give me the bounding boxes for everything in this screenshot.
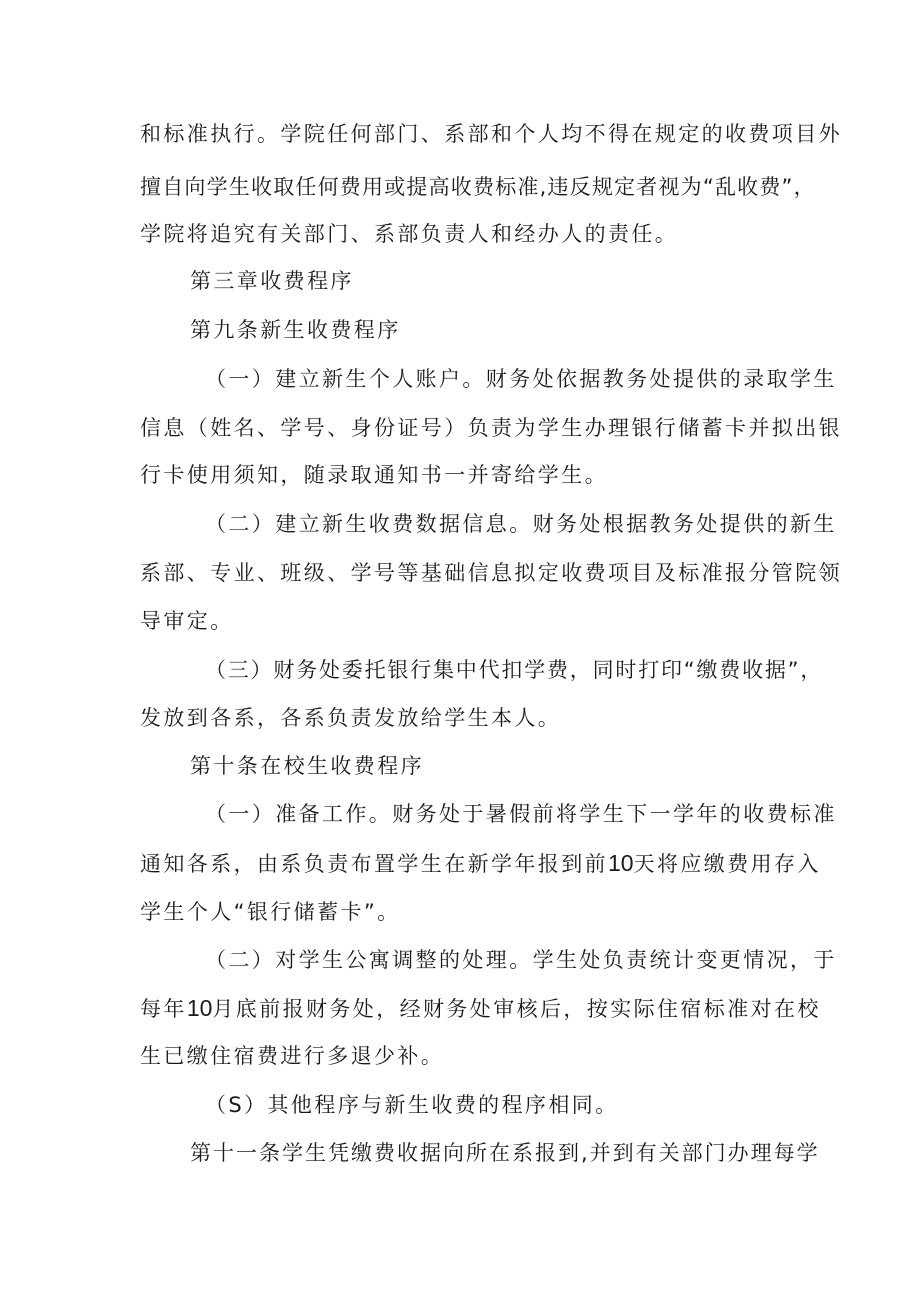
number-value: 10 (186, 995, 213, 1021)
paragraph-line: 导审定。 (140, 609, 234, 633)
text-segment: 月底前报财务处，经财务处审核后，按实际住宿标准对在校 (212, 997, 821, 1021)
article-heading: 第十条在校生收费程序 (190, 754, 424, 778)
paragraph-line: （二）建立新生收费数据信息。财务处根据教务处提供的新生 (205, 512, 837, 536)
paragraph-line: （一）建立新生个人账户。财务处依据教务处提供的录取学生 (205, 367, 837, 391)
paragraph-line: 行卡使用须知，随录取通知书一并寄给学生。 (140, 463, 608, 487)
paragraph-line: 和标准执行。学院任何部门、系部和个人均不得在规定的收费项目外 (140, 122, 842, 146)
number-value: 10 (608, 850, 634, 876)
paragraph-line: （一）准备工作。财务处于暑假前将学生下一学年的收费标准 (205, 802, 837, 826)
paragraph-line (140, 993, 821, 1023)
paragraph-line: （二）对学生公寓调整的处理。学生处负责统计变更情况，于 (205, 948, 837, 972)
text-segment: 通知各系，由系负责布置学生在新学年报到前 (140, 852, 608, 876)
paragraph-line: 学生个人“银行储蓄卡”。 (140, 900, 401, 924)
paragraph-line: 学院将追究有关部门、系部负责人和经办人的责任。 (140, 222, 679, 246)
paragraph-line: 系部、专业、班级、学号等基础信息拟定收费项目及标准报分管院领 (140, 561, 842, 585)
article-heading: 第十一条学生凭缴费收据向所在系报到,并到有关部门办理每学 (190, 1141, 820, 1165)
paragraph-line: 发放到各系，各系负责发放给学生本人。 (140, 706, 562, 730)
paragraph-line: 信息（姓名、学号、身份证号）负责为学生办理银行储蓄卡并拟出银 (140, 416, 842, 440)
article-heading: 第九条新生收费程序 (190, 318, 401, 342)
chapter-heading: 第三章收费程序 (190, 269, 354, 293)
text-segment: 每年 (140, 997, 187, 1021)
paragraph-line (140, 848, 821, 878)
paragraph-line: 擅自向学生收取任何费用或提高收费标准,违反规定者视为“乱收费”， (140, 175, 816, 199)
paragraph-line: （S）其他程序与新生收费的程序相同。 (205, 1093, 619, 1117)
paragraph-line: （三）财务处委托银行集中代扣学费，同时打印“缴费收据”， (205, 658, 824, 682)
paragraph-line: 生已缴住宿费进行多退少补。 (140, 1044, 445, 1068)
text-segment: 天将应缴费用存入 (633, 852, 821, 876)
